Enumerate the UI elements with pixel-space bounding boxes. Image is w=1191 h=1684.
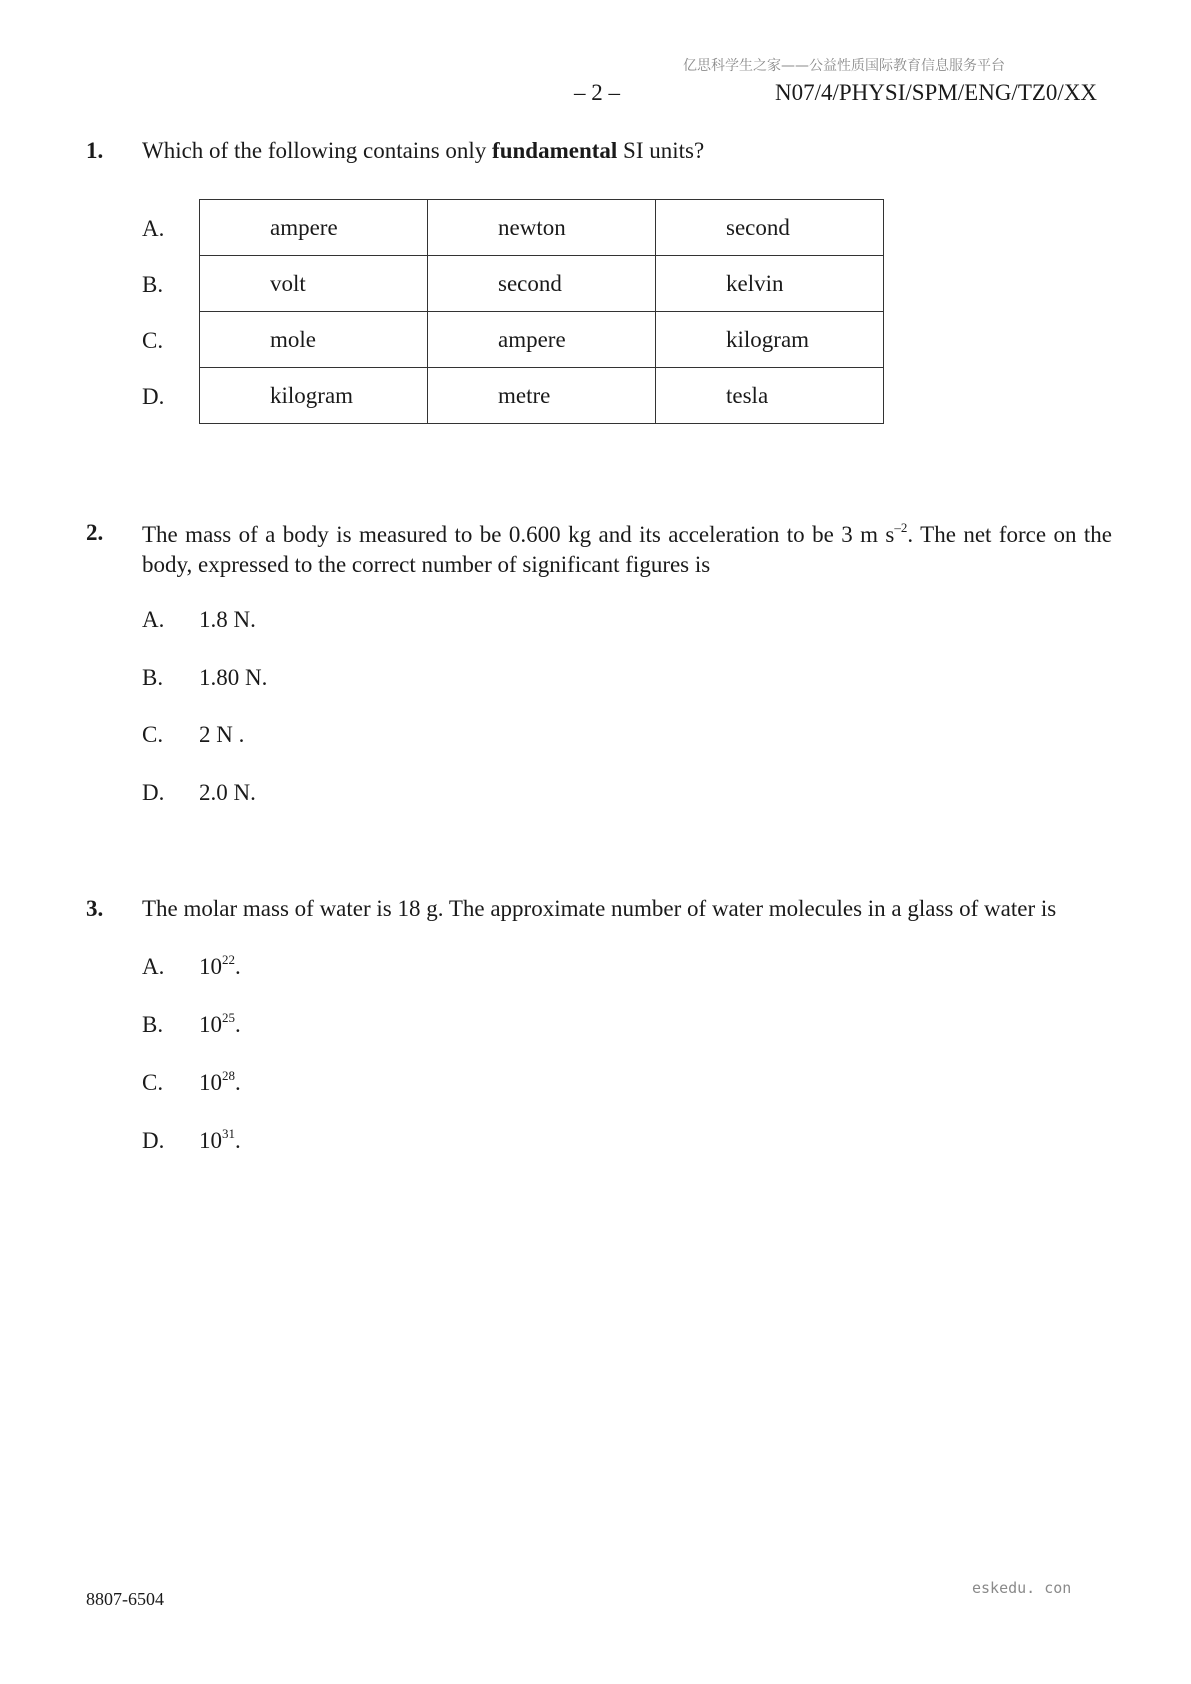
q3-option-c-end: . <box>235 1070 241 1095</box>
q2-option-letter-c: C. <box>142 722 164 747</box>
table-cell: kilogram <box>200 368 428 424</box>
q3-option-text-a <box>199 954 241 980</box>
question-1-text-bold: fundamental <box>492 138 618 163</box>
question-1-text-after: SI units? <box>617 138 705 163</box>
q3-option-text-c <box>199 1070 241 1096</box>
q3-option-d-exponent: 31 <box>222 1126 235 1141</box>
table-row <box>200 368 884 424</box>
q2-option-text-c: 2 N . <box>199 722 245 747</box>
q2-option-letter-d: D. <box>142 780 165 805</box>
q3-option-letter-c: C. <box>142 1070 164 1095</box>
table-cell: second <box>428 256 656 312</box>
question-2-text <box>142 520 1112 580</box>
q3-option-text-b <box>199 1012 241 1038</box>
q1-option-letter-b: B. <box>142 272 164 297</box>
question-3-number: 3. <box>86 896 104 921</box>
q3-option-text-d <box>199 1128 241 1154</box>
q2-option-letter-b: B. <box>142 665 164 690</box>
table-row <box>200 200 884 256</box>
table-cell: kelvin <box>656 256 884 312</box>
q3-option-b-base: 10 <box>199 1012 222 1037</box>
table-cell: metre <box>428 368 656 424</box>
question-2-text-part2: . The net force on the body, expressed to the correct number of significant figures is <box>142 522 1112 577</box>
question-1-text-before: Which of the following contains only <box>142 138 493 163</box>
table-row <box>200 256 884 312</box>
q3-option-c-exponent: 28 <box>222 1068 235 1083</box>
q3-option-letter-a: A. <box>142 954 165 979</box>
q3-option-d-end: . <box>235 1128 241 1153</box>
page-number: – 2 – <box>574 80 620 105</box>
table-cell: tesla <box>656 368 884 424</box>
q3-option-b-exponent: 25 <box>222 1010 235 1025</box>
q2-option-text-b: 1.80 N. <box>199 665 268 690</box>
table-row <box>200 312 884 368</box>
header-watermark: 亿思科学生之家——公益性质国际教育信息服务平台 <box>683 58 1005 74</box>
table-cell: kilogram <box>656 312 884 368</box>
q1-option-letter-c: C. <box>142 328 164 353</box>
question-2-exponent: –2 <box>894 520 908 535</box>
q3-option-letter-d: D. <box>142 1128 165 1153</box>
q2-option-text-a: 1.8 N. <box>199 607 256 632</box>
table-cell: mole <box>200 312 428 368</box>
q3-option-c-base: 10 <box>199 1070 222 1095</box>
table-cell: ampere <box>428 312 656 368</box>
footer-code: 8807-6504 <box>86 1589 164 1609</box>
footer-watermark: eskedu. con <box>972 1579 1072 1597</box>
q3-option-d-base: 10 <box>199 1128 222 1153</box>
units-table <box>199 199 884 424</box>
question-3-text: The molar mass of water is 18 g. The approximate number of water molecules in a glass of water is <box>142 896 1057 921</box>
table-cell: newton <box>428 200 656 256</box>
table-cell: second <box>656 200 884 256</box>
document-code: N07/4/PHYSI/SPM/ENG/TZ0/XX <box>775 80 1098 105</box>
question-1-number: 1. <box>86 138 104 163</box>
q3-option-b-end: . <box>235 1012 241 1037</box>
question-2-text-part1: The mass of a body is measured to be 0.600 kg and its acceleration to be 3 m s <box>142 522 895 547</box>
q3-option-a-end: . <box>235 954 241 979</box>
q3-option-a-exponent: 22 <box>222 952 235 967</box>
table-cell: ampere <box>200 200 428 256</box>
q3-option-letter-b: B. <box>142 1012 164 1037</box>
q2-option-letter-a: A. <box>142 607 165 632</box>
q1-option-letter-d: D. <box>142 384 165 409</box>
question-1-text <box>142 138 704 164</box>
table-cell: volt <box>200 256 428 312</box>
q3-option-a-base: 10 <box>199 954 222 979</box>
q2-option-text-d: 2.0 N. <box>199 780 256 805</box>
question-2-number: 2. <box>86 520 104 545</box>
q1-option-letter-a: A. <box>142 216 165 241</box>
